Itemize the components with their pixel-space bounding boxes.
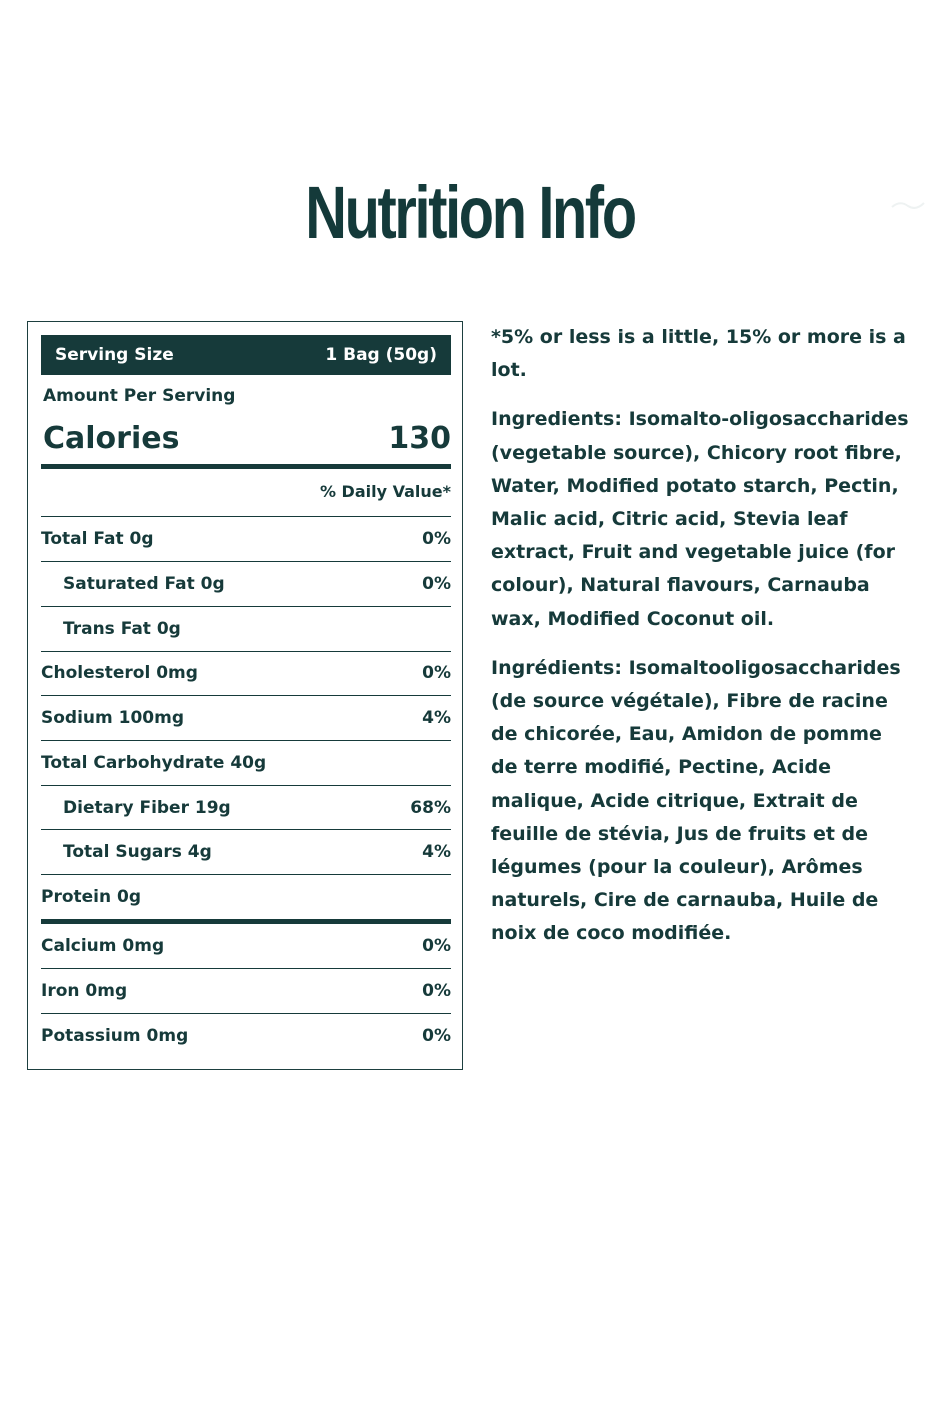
nutrient-name: Sodium 100mg	[41, 708, 185, 728]
daily-value-header: % Daily Value*	[319, 482, 451, 501]
nutrient-row-sodium	[41, 696, 451, 740]
calories-value: 130	[388, 420, 451, 456]
nutrient-name: Potassium 0mg	[41, 1026, 189, 1046]
nutrient-row-total-fat	[41, 517, 451, 561]
calories-row	[41, 418, 451, 458]
nutrient-row-total-sugars	[41, 830, 451, 874]
daily-value-footnote: *5% or less is a little, 15% or more is a lot.	[491, 326, 906, 382]
calories-label: Calories	[43, 420, 180, 456]
nutrient-row-total-carbohydrate	[41, 741, 451, 785]
nutrient-name: Dietary Fiber 19g	[63, 798, 231, 818]
nutrient-name: Protein 0g	[41, 887, 142, 907]
serving-size-label: Serving Size	[55, 345, 174, 365]
nutrient-row-potassium	[41, 1014, 451, 1058]
nutrient-row-trans-fat	[41, 607, 451, 651]
nutrient-daily-value: 0%	[422, 574, 451, 594]
ingredients-english: Ingredients: Isomalto-oligosaccharides (vegetable source), Chicory root fibre, Water, Modified potato starch, Pectin, Malic acid, Citric acid, Stevia leaf extract, Fruit and vegetable juice (for colour), Natural flavours, Carnauba wax, Modified Coconut oil.	[491, 408, 909, 630]
nutrient-name: Total Fat 0g	[41, 529, 154, 549]
nutrient-daily-value: 68%	[410, 798, 451, 818]
serving-size-value: 1 Bag (50g)	[325, 345, 437, 365]
nutrient-row-iron	[41, 969, 451, 1013]
faint-watermark-icon	[890, 198, 926, 212]
nutrient-daily-value: 0%	[422, 936, 451, 956]
nutrient-daily-value: 4%	[422, 708, 451, 728]
nutrient-name: Total Sugars 4g	[63, 842, 212, 862]
notes-column	[491, 321, 911, 967]
nutrient-name: Trans Fat 0g	[63, 619, 181, 639]
nutrient-daily-value: 4%	[422, 842, 451, 862]
nutrient-daily-value: 0%	[422, 1026, 451, 1046]
nutrient-row-calcium	[41, 924, 451, 968]
serving-size-bar	[41, 335, 451, 375]
nutrient-row-saturated-fat	[41, 562, 451, 606]
nutrient-name: Saturated Fat 0g	[63, 574, 225, 594]
nutrition-facts-panel	[27, 321, 463, 1070]
nutrient-row-cholesterol	[41, 651, 451, 695]
nutrient-daily-value: 0%	[422, 981, 451, 1001]
ingredients-french: Ingrédients: Isomaltooligosaccharides (de source végétale), Fibre de racine de chicorée, Eau, Amidon de pomme de terre modifié, Pectine, Acide malique, Acide citrique, Extrait de feuille de stévia, Jus de fruits et de légumes (pour la couleur), Arômes naturels, Cire de carnauba, Huile de noix de coco modifiée.	[491, 656, 901, 945]
page-title: Nutrition Info	[305, 171, 635, 254]
nutrient-daily-value: 0%	[422, 663, 451, 683]
nutrient-row-protein	[41, 875, 451, 919]
nutrient-name: Total Carbohydrate 40g	[41, 753, 267, 773]
nutrient-name: Cholesterol 0mg	[41, 663, 198, 683]
amount-per-serving: Amount Per Serving	[43, 386, 236, 406]
calories-divider	[41, 464, 451, 469]
nutrient-name: Iron 0mg	[41, 981, 128, 1001]
nutrient-row-dietary-fiber	[41, 786, 451, 830]
nutrient-daily-value: 0%	[422, 529, 451, 549]
nutrient-name: Calcium 0mg	[41, 936, 165, 956]
